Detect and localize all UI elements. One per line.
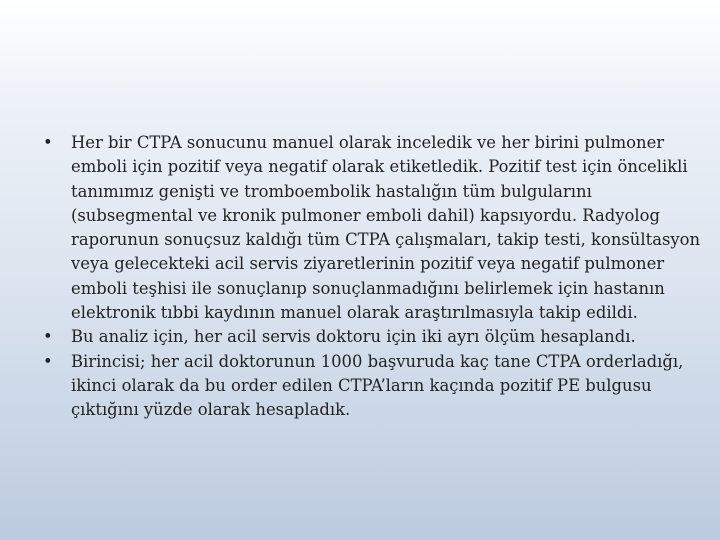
bullet-item (43, 350, 703, 423)
bullet-item (43, 131, 703, 325)
bullet-icon: • (43, 133, 53, 152)
bullet-list (43, 131, 703, 423)
bullet-item (43, 325, 703, 349)
bullet-icon: • (43, 351, 53, 371)
bullet-text: Bu analiz için, her acil servis doktoru için iki ayrı ölçüm hesaplandı. (71, 327, 636, 347)
bullet-icon: • (43, 327, 53, 347)
bullet-text: Her bir CTPA sonucunu manuel olarak inceledik ve her birini pulmoner emboli için pozitif veya negatif olarak etiketledik. Pozitif test için öncelikli tanımımız genişti ve tromboembolik hastalığın tüm bulgularını (subsegmental ve kronik pulmoner emboli dahil) kapsıyordu. Radyolog raporunun sonuçsuz kaldığı tüm CTPA çalışmaları, takip testi, konsültasyon veya gelecekteki acil servis ziyaretlerinin pozitif veya negatif pulmoner emboli teşhisi ile sonuçlanıp sonuçlanmadığını belirlemek için hastanın elektronik tıbbi kaydının manuel olarak araştırılmasıyla takip edildi. (71, 133, 701, 323)
bullet-text: Birincisi; her acil doktorunun 1000 başvuruda kaç tane CTPA orderladığı, ikinci olarak da bu order edilen CTPA’ların kaçında pozitif PE bulgusu çıktığını yüzde olarak hesapladık. (71, 351, 684, 420)
